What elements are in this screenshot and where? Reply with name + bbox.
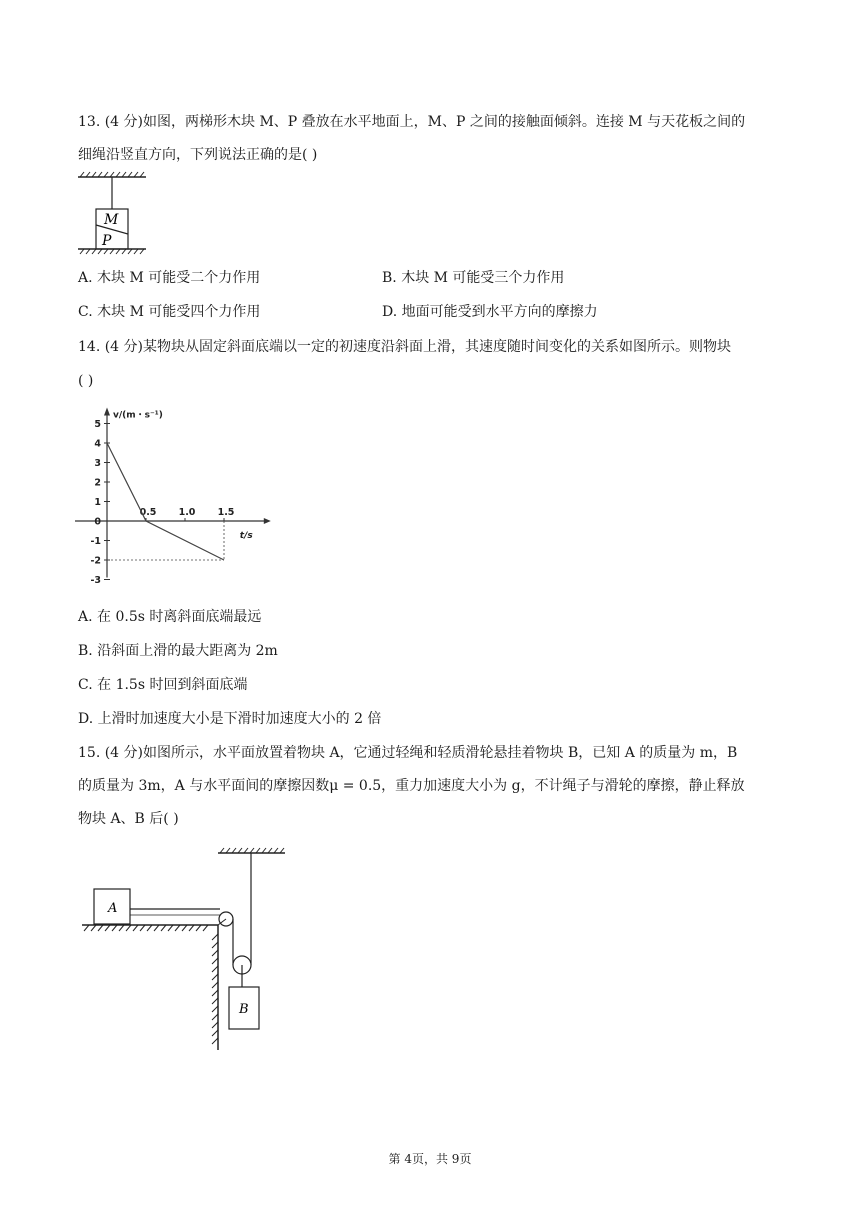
q15-stem-line1: 15. (4 分)如图所示，水平面放置着物块 A，它通过轻绳和轻质滑轮悬挂着物块 B，已知 A 的质量为 m，B [78,745,738,761]
q13-label-P: P [102,233,112,249]
y-tick-label: 2 [94,477,101,489]
y-tick-label: 4 [94,438,101,450]
vt-series-line [107,443,224,560]
q15-label-B: B [239,1002,249,1017]
q14-vt-chart [70,405,280,595]
q13-stem-line1: 13. (4 分)如图，两梯形木块 M、P 叠放在水平地面上，M、P 之间的接触面倾斜。连接 M 与天花板之间的 [78,114,746,130]
q13-figure [74,172,174,262]
q13-option-b: B. 木块 M 可能受三个力作用 [382,270,565,286]
x-axis-arrow [264,518,271,524]
q14-option-a: A. 在 0.5s 时离斜面底端最远 [78,609,262,625]
q13-option-c: C. 木块 M 可能受四个力作用 [78,304,261,320]
q13-option-d: D. 地面可能受到水平方向的摩擦力 [382,304,598,320]
q15-label-A: A [108,901,118,916]
y-tick-label: -1 [90,536,101,547]
q14-option-d: D. 上滑时加速度大小是下滑时加速度大小的 2 倍 [78,711,382,727]
q14-stem-line2: ( ) [78,373,94,389]
q15-stem-line2: 的质量为 3m，A 与水平面间的摩擦因数μ = 0.5，重力加速度大小为 g，不计绳子与滑轮的摩擦，静止释放 [78,778,745,794]
y-tick-label: 1 [94,497,101,508]
y-tick-label: -2 [90,555,101,567]
q15-stem-line3: 物块 A、B 后( ) [78,811,179,827]
y-tick-label: -3 [90,575,101,586]
page-footer: 第 4页，共 9页 [388,1152,472,1166]
y-axis-label: v/(m・s⁻¹) [113,410,163,421]
q14-option-b: B. 沿斜面上滑的最大距离为 2m [78,643,278,659]
q13-stem-line2: 细绳沿竖直方向，下列说法正确的是( ) [78,147,318,163]
x-tick-label: 0.5 [139,507,157,518]
q15-pulley-figure [80,845,310,1055]
y-tick-label: 5 [94,419,101,430]
y-tick-label: 3 [94,458,101,469]
q14-option-c: C. 在 1.5s 时回到斜面底端 [78,677,248,693]
x-tick-label: 1.0 [178,507,196,518]
y-tick-label: 0 [94,516,101,528]
q13-option-a: A. 木块 M 可能受二个力作用 [78,270,261,286]
q13-label-M: M [104,212,119,228]
x-tick-label: 1.5 [217,507,235,518]
x-axis-label: t/s [239,531,253,541]
y-axis-arrow [104,408,110,416]
q14-stem-line1: 14. (4 分)某物块从固定斜面底端以一定的初速度沿斜面上滑，其速度随时间变化的关系如图所示。则物块 [78,339,731,355]
